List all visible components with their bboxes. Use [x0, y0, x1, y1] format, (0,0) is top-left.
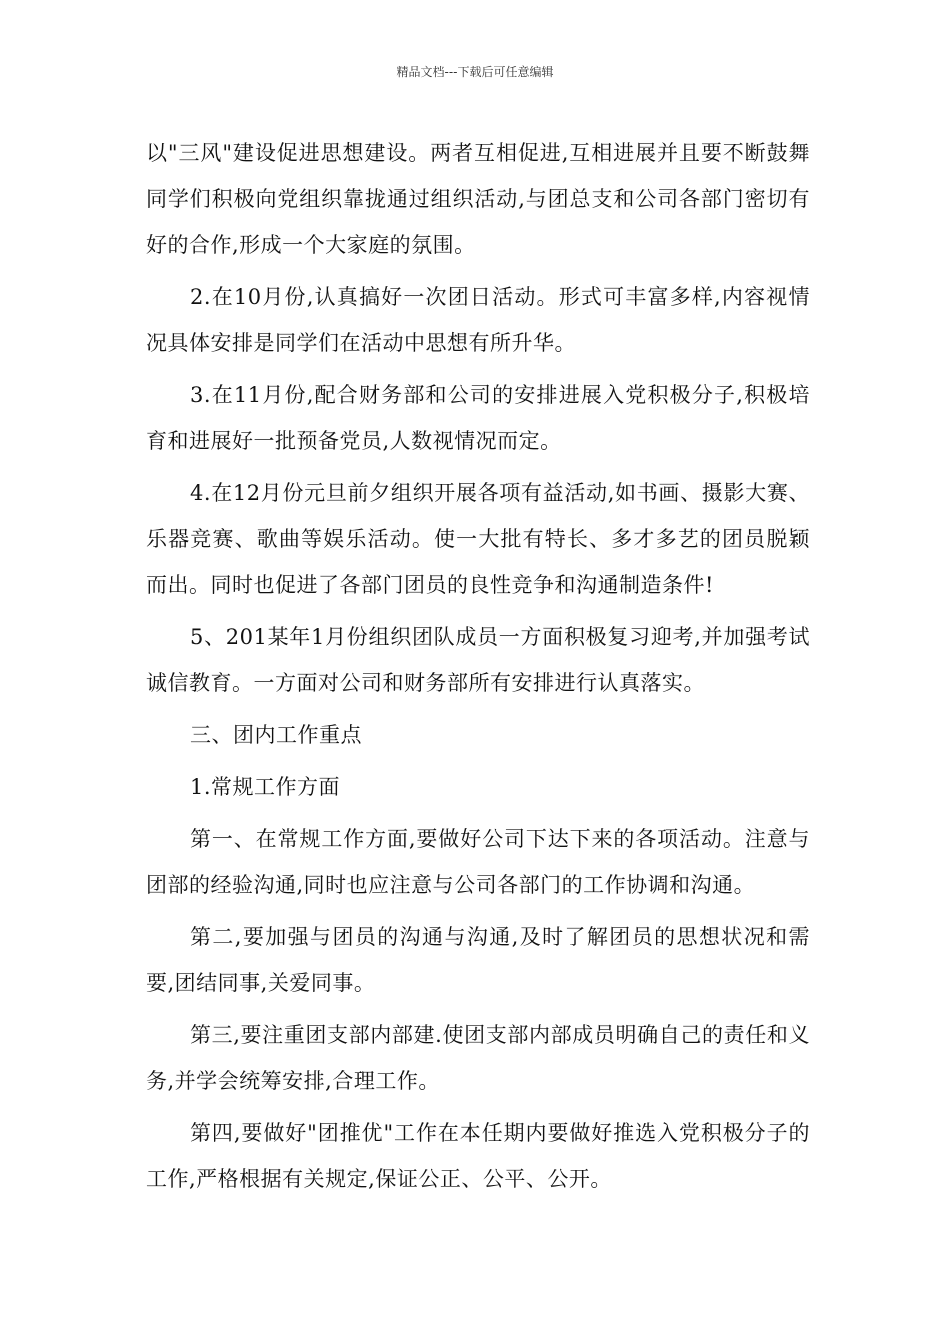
paragraph-4: 4.在12月份元旦前夕组织开展各项有益活动,如书画、摄影大赛、乐器竞赛、歌曲等娱乐活动。使一大批有特长、多才多艺的团员脱颖而出。同时也促进了各部门团员的良性竞争和沟通制造条件! [146, 481, 810, 597]
paragraph-5: 5、201某年1月份组织团队成员一方面积极复习迎考,并加强考试诚信教育。一方面对公司和财务部所有安排进行认真落实。 [146, 625, 810, 695]
paragraph-2: 2.在10月份,认真搞好一次团日活动。形式可丰富多样,内容视情况具体安排是同学们在活动中思想有所升华。 [146, 285, 810, 355]
section-heading: 三、团内工作重点 [190, 723, 362, 747]
paragraph-first: 第一、在常规工作方面,要做好公司下达下来的各项活动。注意与团部的经验沟通,同时也应注意与公司各部门的工作协调和沟通。 [146, 827, 810, 897]
page-header: 精品文档---下载后可任意编辑 [396, 65, 554, 79]
document-body [146, 130, 810, 1208]
paragraph-3: 3.在11月份,配合财务部和公司的安排进展入党积极分子,积极培育和进展好一批预备党员,人数视情况而定。 [146, 383, 810, 453]
paragraph-third: 第三,要注重团支部内部建.使团支部内部成员明确自己的责任和义务,并学会统筹安排,合理工作。 [146, 1023, 810, 1093]
paragraph-fourth: 第四,要做好"团推优"工作在本任期内要做好推选入党积极分子的工作,严格根据有关规定,保证公正、公平、公开。 [146, 1121, 810, 1191]
subsection-heading: 1.常规工作方面 [190, 775, 341, 799]
paragraph-second: 第二,要加强与团员的沟通与沟通,及时了解团员的思想状况和需要,团结同事,关爱同事。 [146, 925, 810, 995]
paragraph-1: 以"三风"建设促进思想建设。两者互相促进,互相进展并且要不断鼓舞同学们积极向党组织靠拢通过组织活动,与团总支和公司各部门密切有好的合作,形成一个大家庭的氛围。 [146, 141, 810, 257]
